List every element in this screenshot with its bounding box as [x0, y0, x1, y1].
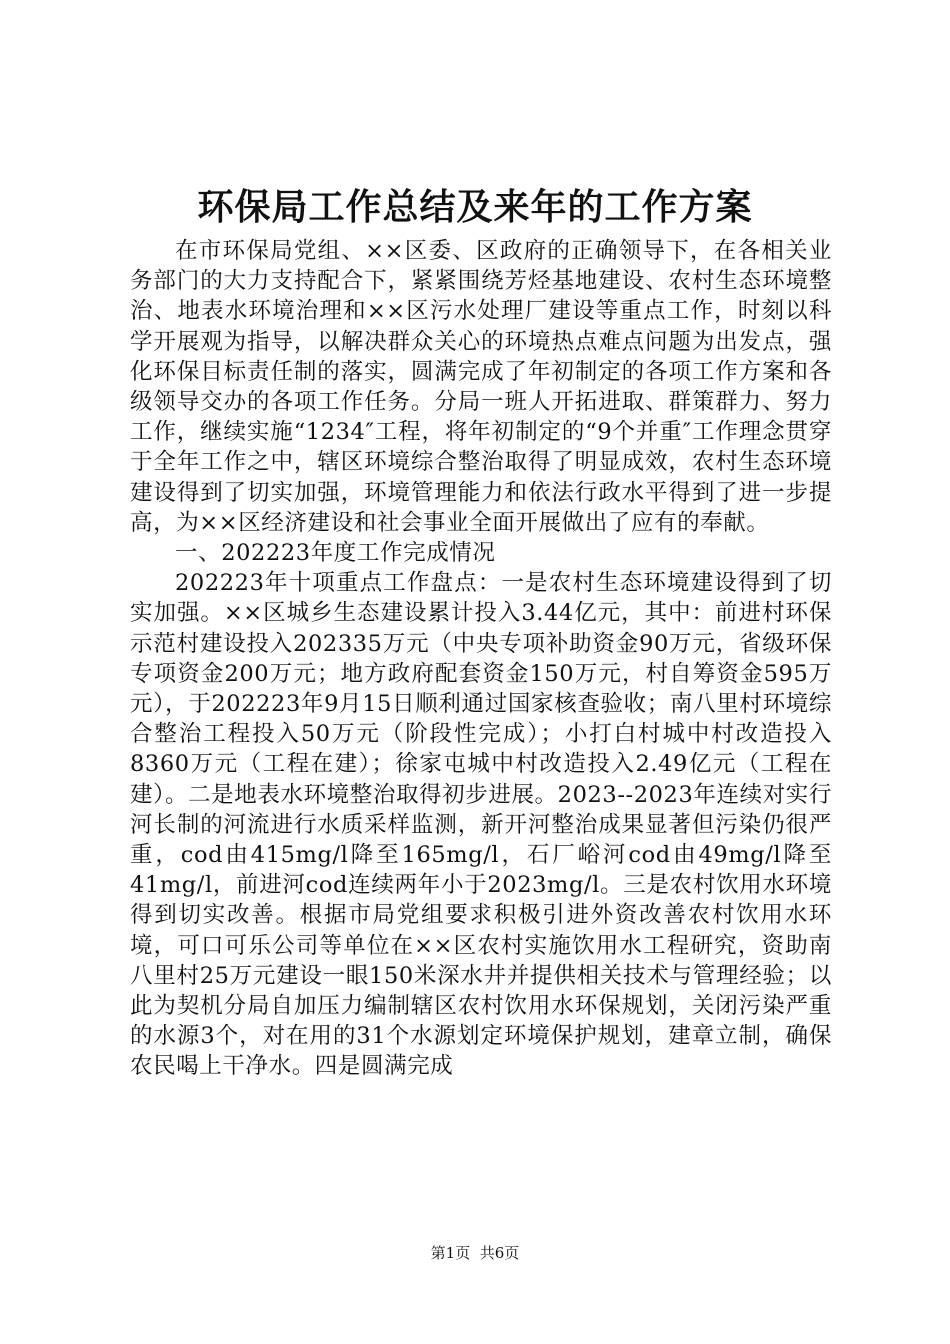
document-body [130, 236, 832, 1082]
section-heading: 一、202223年度工作完成情况 [175, 540, 496, 567]
page-total: 共6页 [479, 1244, 520, 1262]
paragraph-intro: 在市环保局党组、××区委、区政府的正确领导下，在各相关业务部门的大力支持配合下，紧紧围绕芳烃基地建设、农村生态环境整治、地表水环境治理和××区污水处理厂建设等重点工作，时刻以科学开展观为指导，以解决群众关心的环境热点难点问题为出发点，强化环保目标责任制的落实，圆满完成了年初制定的各项工作方案和各级领导交办的各项工作任务。分局一班人开拓进取、群策群力、努力工作，继续实施“1234″工程，将年初制定的“9个并重″工作理念贯穿于全年工作之中，辖区环境综合整治取得了明显成效，农村生态环境建设得到了切实加强，环境管理能力和依法行政水平得到了进一步提高，为××区经济建设和社会事业全面开展做出了应有的奉献。 [130, 238, 832, 536]
page-number: 第1页 [430, 1244, 471, 1262]
document-title: 环保局工作总结及来年的工作方案 [197, 186, 753, 228]
page-footer [0, 1243, 950, 1263]
paragraph-work-review: 202223年十项重点工作盘点：一是农村生态环境建设得到了切实加强。××区城乡生态建设累计投入3.44亿元，其中：前进村环保示范村建设投入202335万元（中央专项补助资金90万元，省级环保专项资金200万元；地方政府配套资金150万元，村自筹资金595万元），于202223年9月15日顺利通过国家核查验收；南八里村环境综合整治工程投入50万元（阶段性完成）；小打白村城中村改造投入8360万元（工程在建）；徐家屯城中村改造投入2.49亿元（工程在建）。二是地表水环境整治取得初步进展。2023--2023年连续对实行河长制的河流进行水质采样监测，新开河整治成果显著但污染仍很严重，cod由415mg/l降至165mg/l，石厂峪河cod由49mg/l降至41mg/l，前进河cod连续两年小于2023mg/l。三是农村饮用水环境得到切实改善。根据市局党组要求积极引进外资改善农村饮用水环境，可口可乐公司等单位在××区农村实施饮用水工程研究，资助南八里村25万元建设一眼150米深水井并提供相关技术与管理经验；以此为契机分局自加压力编制辖区农村饮用水环保规划，关闭污染严重的水源3个，对在用的31个水源划定环境保护规划，建章立制，确保农民喝上干净水。四是圆满完成 [130, 570, 832, 1080]
